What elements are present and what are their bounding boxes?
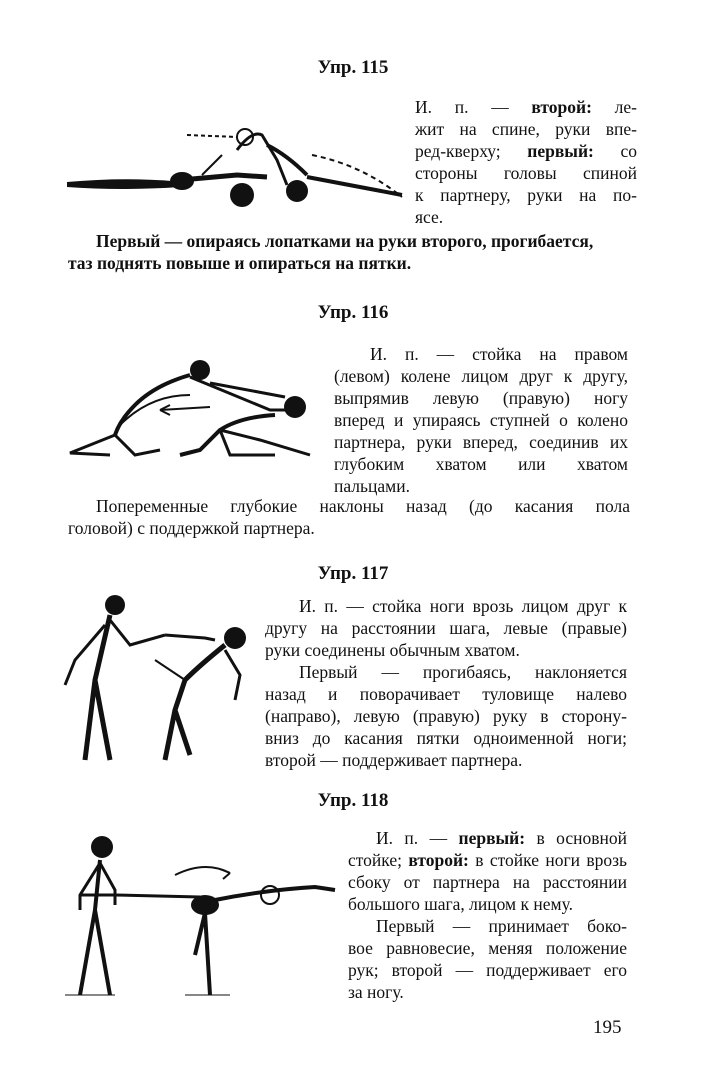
exercise-118-illustration	[55, 835, 345, 1005]
exercise-118-title: Упр. 118	[317, 790, 389, 811]
exercise-116-instruction: Попеременные глубокие наклоны назад (до касания пола головой) с поддержкой партнера.	[68, 496, 630, 538]
exercise-115-instruction: Первый — опираясь лопатками на руки второго, прогибается, таз поднять повыше и опираться на пятки.	[68, 231, 594, 273]
exercise-117-illustration	[55, 590, 265, 770]
exercise-117-title: Упр. 117	[317, 563, 389, 584]
exercise-117-description: И. п. — стойка ноги врозь лицом друг к другу на расстоянии шага, левые (правые) руки соединены обычным хватом. Первый — прогибаясь, наклоняется назад и поворачивает туловище налево (направо), левую (правую) руку в сторону- вниз до касания пятки одноименной ноги; второй — поддерживает партнера.	[265, 596, 627, 770]
exercise-115-illustration	[62, 115, 412, 215]
exercise-116-description: И. п. — стойка на правом (левом) колене лицом друг к другу, выпрямив левую (правую) ногу вперед и упираясь ступней о колено партнера, руки вперед, соединив их глубоким хватом или хватом пальцами.	[334, 344, 628, 496]
exercise-118-description: И. п. — первый: в основной стойке; второй: в стойке ноги врозь сбоку от партнера на расстоянии большого шага, лицом к нему. Первый — принимает боко- вое равновесие, меняя положение рук; второй — поддерживает его за ногу.	[348, 828, 628, 1002]
exercise-116-title: Упр. 116	[317, 302, 389, 323]
page-number: 195	[593, 1017, 622, 1038]
exercise-115-description: И. п. — второй: ле- жит на спине, руки впе- ред-кверху; первый: со стороны головы спиной к партнеру, руки на по- ясе.	[415, 97, 637, 227]
exercise-115-title: Упр. 115	[317, 57, 389, 78]
exercise-116-illustration	[60, 355, 320, 470]
